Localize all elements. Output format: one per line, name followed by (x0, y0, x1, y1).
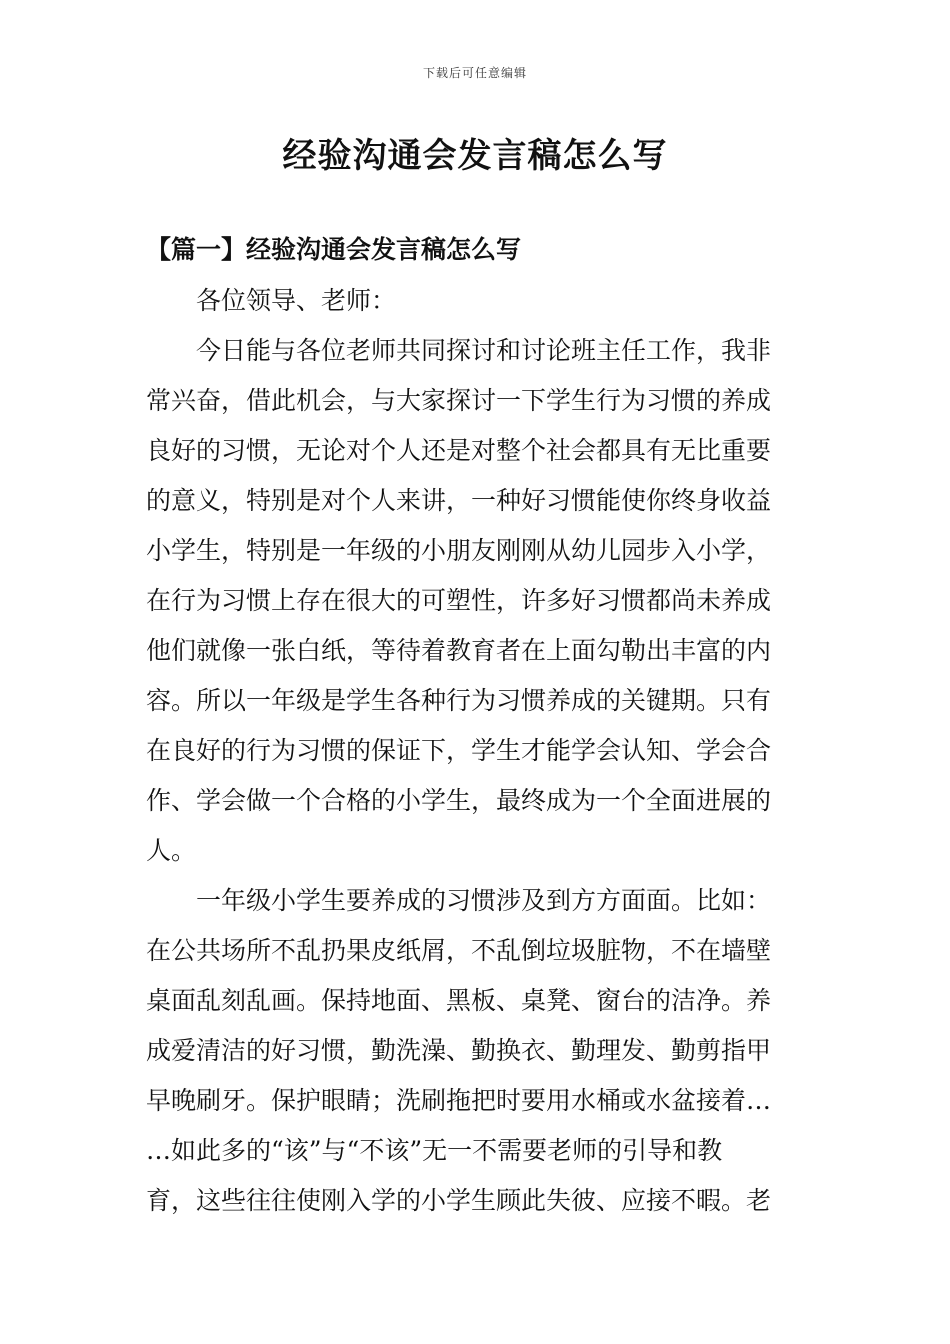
paragraph-line: 在行为习惯上存在很大的可塑性，许多好习惯都尚未养成 (146, 586, 772, 615)
paragraph-line: …如此多的“该”与“不该”无一不需要老师的引导和教 (146, 1136, 723, 1165)
body-text (146, 276, 806, 1226)
paragraph-line: 他们就像一张白纸，等待着教育者在上面勾勒出丰富的内 (146, 636, 772, 665)
paragraph-line: 常兴奋，借此机会，与大家探讨一下学生行为习惯的养成 (146, 386, 772, 415)
paragraph-line: 一年级小学生要养成的习惯涉及到方方面面。比如： (196, 886, 772, 915)
paragraph-line: 容。所以一年级是学生各种行为习惯养成的关键期。只有 (146, 686, 772, 715)
paragraph-line: 今日能与各位老师共同探讨和讨论班主任工作，我非 (196, 336, 772, 365)
section-heading: 【篇一】经验沟通会发言稿怎么写 (146, 235, 522, 264)
paragraph-line: 在公共场所不乱扔果皮纸屑，不乱倒垃圾脏物，不在墙壁 (146, 936, 772, 965)
paragraph-line: 成爱清洁的好习惯，勤洗澡、勤换衣、勤理发、勤剪指甲 (146, 1036, 772, 1065)
salutation-line: 各位领导、老师： (196, 286, 397, 315)
paragraph-line: 早晚刷牙。保护眼睛；洗刷拖把时要用水桶或水盆接着… (146, 1086, 772, 1115)
paragraph-line: 人。 (146, 836, 197, 865)
paragraph-line: 桌面乱刻乱画。保持地面、黑板、桌凳、窗台的洁净。养 (146, 986, 772, 1015)
paragraph-line: 育，这些往往使刚入学的小学生顾此失彼、应接不暇。老 (146, 1186, 772, 1215)
paragraph-line: 在良好的行为习惯的保证下，学生才能学会认知、学会合 (146, 736, 772, 765)
paragraph-line: 作、学会做一个合格的小学生，最终成为一个全面进展的 (146, 786, 772, 815)
paragraph-line: 的意义，特别是对个人来讲，一种好习惯能使你终身收益 (146, 486, 772, 515)
paragraph-line: 小学生，特别是一年级的小朋友刚刚从幼儿园步入小学， (146, 536, 772, 565)
document-title: 经验沟通会发言稿怎么写 (282, 136, 668, 176)
paragraph-line: 良好的习惯，无论对个人还是对整个社会都具有无比重要 (146, 436, 772, 465)
header-note: 下载后可任意编辑 (422, 66, 527, 80)
